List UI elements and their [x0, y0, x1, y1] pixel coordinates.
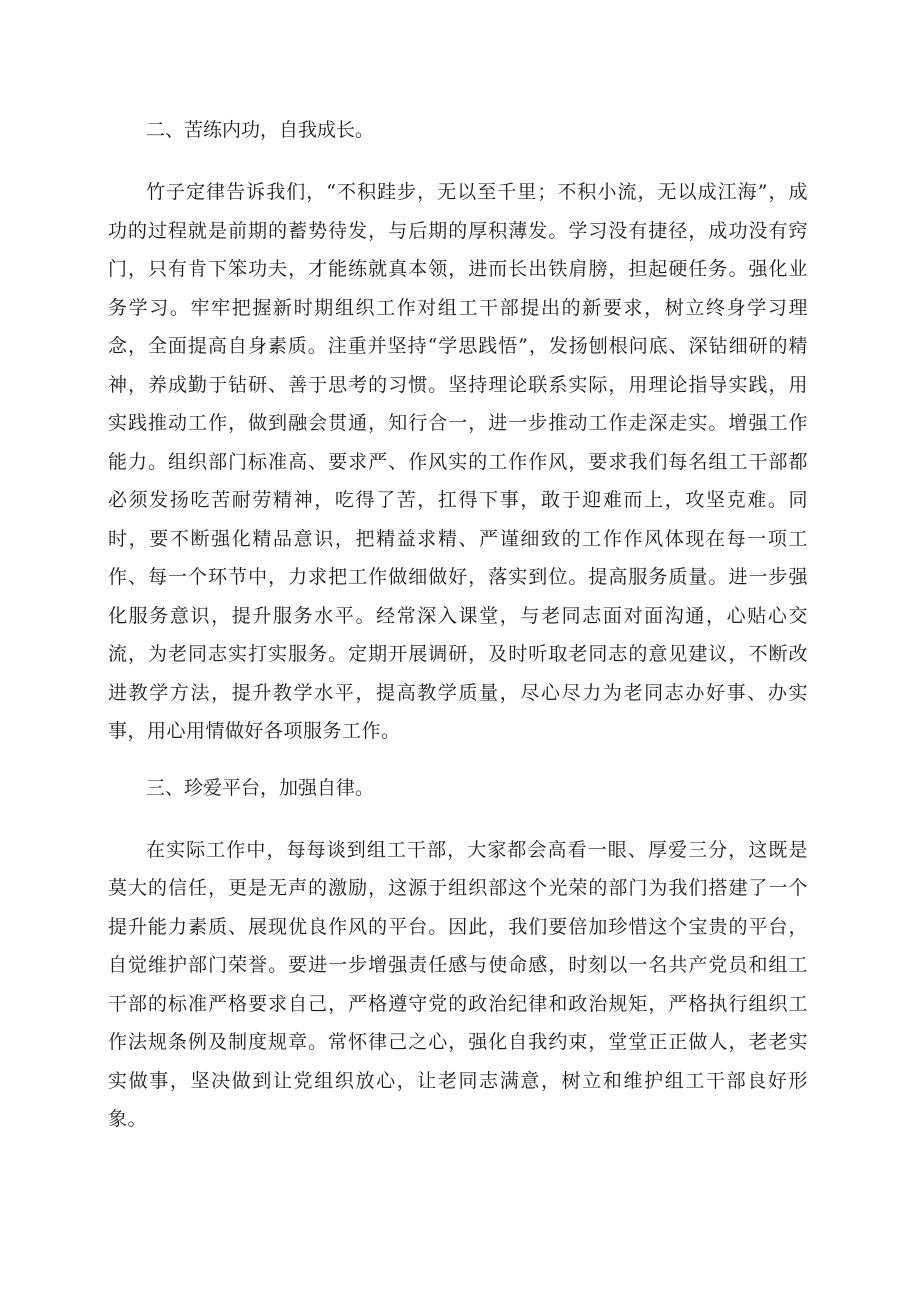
section-heading-2: 二、苦练内功，自我成长。 [146, 119, 375, 141]
document-page [108, 112, 808, 1139]
section-paragraph-2: 竹子定律告诉我们，“不积跬步，无以至千里；不积小流，无以成江海”，成功的过程就是前期的蓄势待发，与后期的厚积薄发。学习没有捷径，成功没有窍门，只有肯下笨功夫，才能练就真本领，进而长出铁肩膀，担起硬任务。强化业务学习。牢牢把握新时期组织工作对组工干部提出的新要求，树立终身学习理念，全面提高自身素质。注重并坚持“学思践悟”，发扬刨根问底、深钻细研的精神，养成勤于钻研、善于思考的习惯。坚持理论联系实际，用理论指导实践，用实践推动工作，做到融会贯通，知行合一，进一步推动工作走深走实。增强工作能力。组织部门标准高、要求严、作风实的工作作风，要求我们每名组工干部都必须发扬吃苦耐劳精神，吃得了苦，扛得下事，敢于迎难而上，攻坚克难。同时，要不断强化精品意识，把精益求精、严谨细致的工作作风体现在每一项工作、每一个环节中，力求把工作做细做好，落实到位。提高服务质量。进一步强化服务意识，提升服务水平。经常深入课堂，与老同志面对面沟通，心贴心交流，为老同志实打实服务。定期开展调研，及时听取老同志的意见建议，不断改进教学方法，提升教学水平，提高教学质量，尽心尽力为老同志办好事、办实事，用心用情做好各项服务工作。 [108, 181, 808, 742]
section-heading-3: 三、珍爱平台，加强自律。 [146, 776, 375, 799]
section-paragraph-3: 在实际工作中，每每谈到组工干部，大家都会高看一眼、厚爱三分，这既是莫大的信任，更是无声的激励，这源于组织部这个光荣的部门为我们搭建了一个提升能力素质、展现优良作风的平台。因此，我们要倍加珍惜这个宝贵的平台，自觉维护部门荣誉。要进一步增强责任感与使命感，时刻以一名共产党员和组工干部的标准严格要求自己，严格遵守党的政治纪律和政治规矩，严格执行组织工作法规条例及制度规章。常怀律己之心，强化自我约束，堂堂正正做人，老老实实做事，坚决做到让党组织放心，让老同志满意，树立和维护组工干部良好形象。 [108, 838, 808, 1130]
